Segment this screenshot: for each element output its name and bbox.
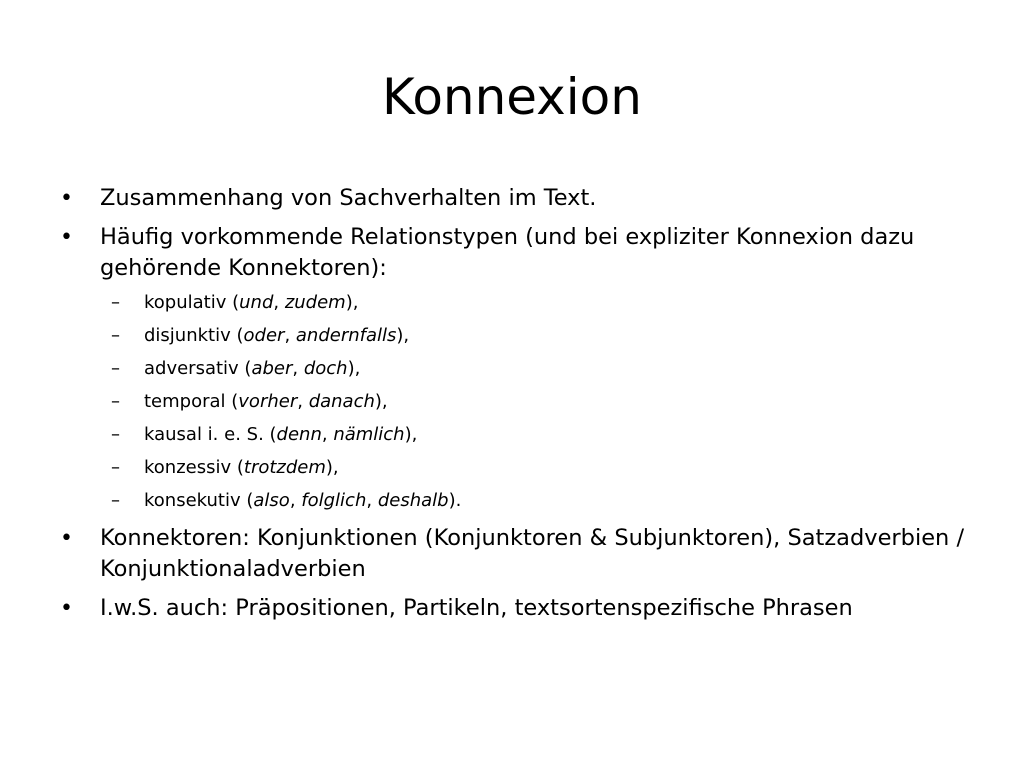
sub-list-item [58,490,978,512]
example-connector: deshalb [377,490,449,511]
dash-icon: – [111,325,120,346]
separator: , [289,490,302,511]
bullet-dot-icon: • [60,526,73,551]
dash-icon: – [111,358,120,379]
bullet-dot-icon: • [60,596,73,621]
item-end: ), [396,325,410,346]
relation-term: kausal i. e. S. ( [144,424,277,445]
relation-term: disjunktiv ( [144,325,244,346]
bullet-item [58,523,978,585]
example-connector: also [253,490,290,511]
relation-term: temporal ( [144,391,239,412]
bullet-item [58,593,978,624]
separator: , [284,325,296,346]
dash-icon: – [111,424,120,445]
bullet-text: Zusammenhang von Sachverhalten im Text. [100,185,597,211]
relation-type-list [58,292,978,512]
separator: , [321,424,334,445]
dash-icon: – [111,292,120,313]
bullet-item [58,183,978,214]
bullet-text: Konnektoren: Konjunktionen (Konjunktoren & Subjunktoren), Satzadverbien / Konjunktionaladverbien [100,525,965,582]
sub-list-item [58,457,978,479]
example-connector: vorher [238,391,298,412]
separator: , [273,292,285,313]
dash-icon: – [111,457,120,478]
example-connector: doch [303,358,348,379]
item-end: ), [347,358,361,379]
example-connector: aber [251,358,293,379]
item-end: ), [325,457,339,478]
relation-term: konzessiv ( [144,457,244,478]
example-connector: denn [276,424,322,445]
bullet-dot-icon: • [60,186,73,211]
dash-icon: – [111,391,120,412]
separator: , [292,358,304,379]
example-connector: nämlich [333,424,405,445]
item-end: ), [404,424,418,445]
example-connector: trotzdem [243,457,326,478]
relation-term: konsekutiv ( [144,490,254,511]
separator: , [297,391,309,412]
relation-term: kopulativ ( [144,292,240,313]
example-connector: und [239,292,274,313]
separator: , [366,490,378,511]
example-connector: folglich [301,490,367,511]
example-connector: danach [308,391,375,412]
slide-title: Konnexion [382,68,642,126]
sub-list-item [58,391,978,413]
sub-list-item [58,424,978,446]
item-end: ), [345,292,359,313]
item-end: ), [374,391,388,412]
bullet-dot-icon: • [60,225,73,250]
sub-list-item [58,325,978,347]
bullet-item [58,222,978,284]
sub-list-item [58,292,978,314]
example-connector: oder [243,325,285,346]
bullet-list [58,183,978,632]
example-connector: andernfalls [295,325,397,346]
sub-list-item [58,358,978,380]
bullet-text: Häufig vorkommende Relationstypen (und bei expliziter Konnexion dazu gehörende Konnektoren): [100,224,915,281]
item-end: ). [448,490,462,511]
example-connector: zudem [284,292,346,313]
bullet-text: I.w.S. auch: Präpositionen, Partikeln, textsortenspezifische Phrasen [100,595,853,621]
dash-icon: – [111,490,120,511]
relation-term: adversativ ( [144,358,252,379]
